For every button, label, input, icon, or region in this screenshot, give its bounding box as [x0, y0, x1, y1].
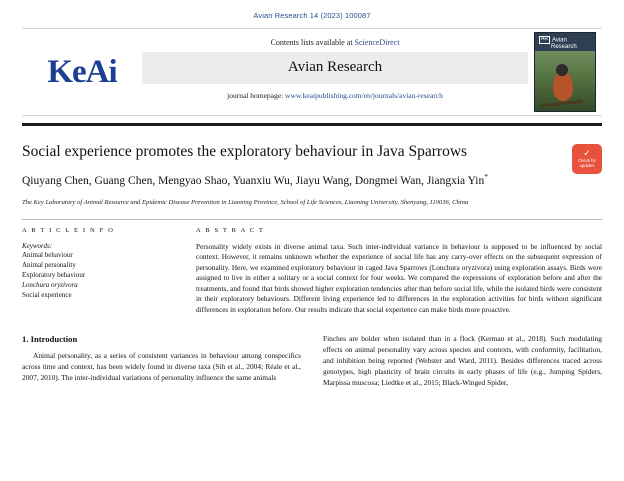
title-divider: [22, 219, 602, 220]
body-column-left: [22, 334, 301, 388]
cover-title-line1: Avian: [551, 37, 567, 44]
homepage-line: [142, 84, 528, 100]
cover-photo: [535, 51, 595, 111]
crossmark-line1: Check for: [578, 158, 596, 164]
masthead-divider: [22, 123, 602, 126]
info-abstract-region: [22, 227, 602, 316]
corresponding-author-mark: *: [484, 172, 488, 182]
affiliation: The Key Laboratory of Animal Resource and Epidemic Disease Prevention in Liaoning Province, School of Life Sciences, Liaoning University, Shenyang, 110036, China: [22, 198, 469, 206]
abstract-text: Personality widely exists in diverse animal taxa. Such inter-individual variance in behaviour is supposed to be influenced by social context. However, it remains unknown whether the experience of social life has any carry-over effects on the subsequent expression of personality. Here, we examined exploratory behaviour in caged Java Sparrows (Lonchura oryzivora) using exploration assays. Birds were assigned to live in either a solitary or a social context for four weeks. We compared the expressions of exploration before and after the treatments, and found that birds showed higher exploration tendencies after than before social life, while the isolated birds were consistent in their exploratory behaviours. Different living experience led to differences in the exploration activities for birds without significant differences in exploration before. Our results indicate that social experience can make birds more proactive.: [196, 241, 602, 314]
article-info-column: [22, 227, 174, 316]
publisher-logo: [22, 29, 142, 115]
journal-masthead: [22, 28, 602, 116]
page-fade: [0, 469, 624, 481]
keyword-item: Animal personality: [22, 260, 76, 269]
keywords-list: [22, 251, 174, 301]
cover-title: [535, 33, 595, 51]
author-list: [22, 172, 602, 190]
body-paragraph: Finches are bolder when isolated than in a flock (Kerman et al., 2018). Such modulating effects on animal personality vary across species and contexts, with conformity, facilitation, and inhibition being reported (Webster and Ward, 2011). Besides differences traced across genotypes, high plasticity of brain circuits in early phases of life (e.g., Jumping Spiders, Marpissa muscosa; Liedtke et al., 2015; Black-Winged Spider,: [323, 334, 602, 387]
cover-thumbnail: [534, 32, 596, 112]
keywords-label: Keywords:: [22, 241, 53, 250]
journal-cover: [528, 29, 602, 115]
contents-line: [142, 33, 528, 52]
crossmark-badge[interactable]: [572, 144, 602, 174]
keyword-item: Lonchura oryzivora: [22, 280, 78, 289]
keai-logo-text: KeAi: [47, 53, 117, 90]
article-info-heading: A R T I C L E I N F O: [22, 226, 115, 234]
title-block: [22, 142, 602, 206]
journal-name: Avian Research: [142, 52, 528, 84]
homepage-prefix: journal homepage:: [227, 91, 286, 100]
keyword-item: Exploratory behaviour: [22, 270, 86, 279]
section-heading-introduction: 1. Introduction: [22, 334, 78, 345]
author-names: Qiuyang Chen, Guang Chen, Mengyao Shao, Yuanxiu Wu, Jiayu Wang, Dongmei Wan, Jiangxia Yin: [22, 175, 485, 188]
keyword-item: Animal behaviour: [22, 250, 73, 259]
body-columns: [22, 334, 602, 388]
page-title: Social experience promotes the exploratory behaviour in Java Sparrows: [22, 143, 468, 160]
running-head: Avian Research 14 (2023) 100087: [253, 11, 371, 20]
contents-prefix: Contents lists available at: [270, 38, 355, 47]
check-icon: ✓: [583, 148, 591, 159]
journal-homepage-link[interactable]: www.keaipublishing.com/en/journals/avian-research: [285, 91, 443, 100]
cover-title-line2: Research: [551, 44, 577, 51]
abstract-heading: A B S T R A C T: [196, 226, 265, 234]
masthead-center: [142, 29, 528, 115]
crossmark-line2: updates: [579, 163, 595, 168]
keyword-item: Social experience: [22, 290, 72, 299]
cover-badge: AR: [541, 36, 548, 42]
cover-bird-shape: [553, 71, 573, 101]
body-column-right: [323, 334, 602, 388]
body-paragraph: Animal personality, as a series of consistent variances in behaviour among conspecifics across time and context, has been widely found in diverse taxa (Sih et al., 2004; Réale et al., 2007, 2010). The inter-individual variations of personality influence the same animals: [22, 351, 301, 383]
abstract-column: [196, 227, 602, 316]
sciencedirect-link[interactable]: ScienceDirect: [354, 38, 400, 47]
